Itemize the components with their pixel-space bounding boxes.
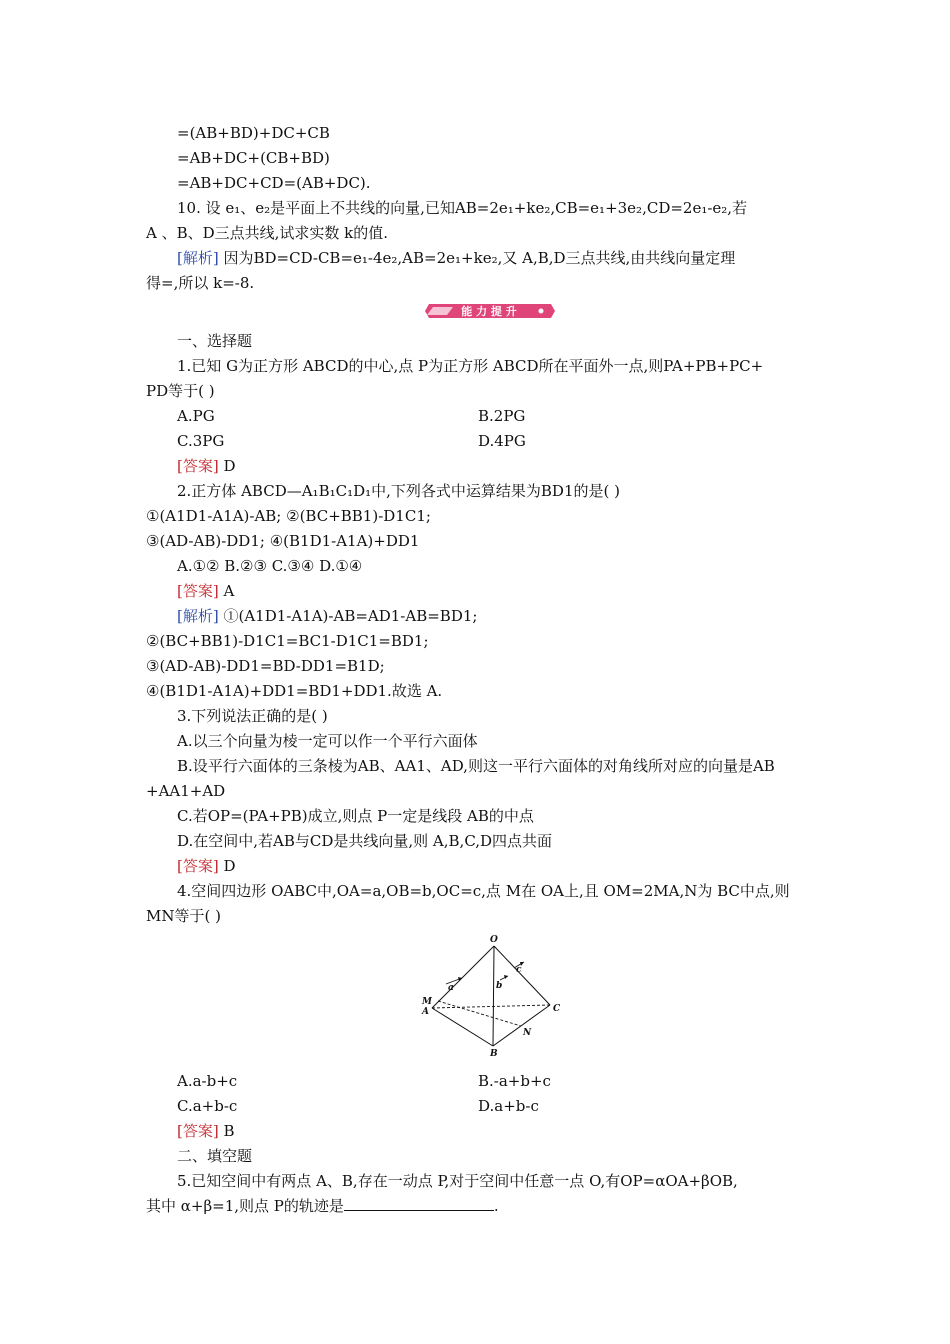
- q5-line-2: [146, 1196, 499, 1216]
- banner-dot: [539, 309, 544, 314]
- q3-option-d: D.在空间中,若AB与CD是共线向量,则 A,B,C,D四点共面: [177, 832, 553, 850]
- q5-line-2-end: .: [493, 1197, 499, 1215]
- q10-analysis-text: 因为BD=CD-CB=e₁-4e₂,AB=2e₁+ke₂,又 A,B,D三点共线,由共线向量定理: [218, 249, 736, 267]
- q4-option-a: A.a-b+c: [177, 1072, 238, 1090]
- derivation-line-1: =(AB+BD)+DC+CB: [177, 124, 330, 142]
- q1-option-b: B.2PG: [478, 407, 526, 425]
- q1-line-2: PD等于( ): [146, 382, 215, 400]
- q3-line-1: 3.下列说法正确的是( ): [177, 707, 328, 725]
- q3-answer: [177, 856, 236, 876]
- analysis-tag: [解析]: [177, 249, 219, 267]
- q10-analysis-line-2: 得=,所以 k=-8.: [146, 274, 255, 292]
- q2-answer: [177, 581, 234, 601]
- section-title-fill: 二、填空题: [177, 1147, 253, 1165]
- q10-line-1: 10. 设 e₁、e₂是平面上不共线的向量,已知AB=2e₁+ke₂,CB=e₁+3e₂,CD=2e₁-e₂,若: [177, 199, 748, 217]
- answer-blank[interactable]: [344, 1196, 494, 1211]
- q2-analysis-line-4: ④(B1D1-A1A)+DD1=BD1+DD1.故选 A.: [146, 682, 443, 700]
- q1-line-1: 1.已知 G为正方形 ABCD的中心,点 P为正方形 ABCD所在平面外一点,则PA+PB+PC+: [177, 357, 764, 375]
- q2-line-3: ③(AD-AB)-DD1; ④(B1D1-A1A)+DD1: [146, 532, 420, 550]
- q10-line-2: A 、B、D三点共线,试求实数 k的值.: [146, 224, 389, 242]
- derivation-line-2: =AB+DC+(CB+BD): [177, 149, 330, 167]
- q4-option-c: C.a+b-c: [177, 1097, 238, 1115]
- q1-option-c: C.3PG: [177, 432, 225, 450]
- label-b: B: [490, 1049, 498, 1059]
- edge-ac-hidden: [432, 1005, 550, 1008]
- q10-analysis: [177, 248, 735, 268]
- edge-ab: [432, 1008, 493, 1046]
- q1-answer-value: D: [218, 457, 236, 475]
- q3-option-b-cont: +AA1+AD: [146, 782, 226, 800]
- answer-tag: [答案]: [177, 1122, 219, 1140]
- q1-option-d: D.4PG: [478, 432, 526, 450]
- edge-ob: [493, 946, 494, 1046]
- ability-banner: [423, 300, 557, 322]
- label-a: A: [422, 1007, 429, 1017]
- banner-text: 能 力 提 升: [461, 305, 517, 318]
- label-m: M: [422, 997, 432, 1007]
- label-o: O: [490, 935, 498, 945]
- label-c: C: [553, 1004, 561, 1014]
- derivation-line-3: =AB+DC+CD=(AB+DC).: [177, 174, 371, 192]
- label-vector-b: b: [496, 981, 503, 991]
- q5-line-1: 5.已知空间中有两点 A、B,存在一动点 P,对于空间中任意一点 O,有OP=αOA+βOB,: [177, 1172, 738, 1190]
- q5-line-2-text: 其中 α+β=1,则点 P的轨迹是: [146, 1197, 344, 1215]
- q2-line-1: 2.正方体 ABCD—A₁B₁C₁D₁中,下列各式中运算结果为BD1的是( ): [177, 482, 620, 500]
- q2-options: A.①② B.②③ C.③④ D.①④: [177, 557, 363, 575]
- q4-answer-value: B: [218, 1122, 235, 1140]
- q2-analysis-line-2: ②(BC+BB1)-D1C1=BC1-D1C1=BD1;: [146, 632, 429, 650]
- vector-b-head: [504, 975, 508, 979]
- q3-option-c: C.若OP=(PA+PB)成立,则点 P一定是线段 AB的中点: [177, 807, 534, 825]
- tetrahedron-figure: [416, 932, 564, 1062]
- q2-analysis: [177, 606, 477, 626]
- q4-option-d: D.a+b-c: [478, 1097, 539, 1115]
- answer-tag: [答案]: [177, 457, 219, 475]
- q2-answer-value: A: [218, 582, 235, 600]
- edge-oa: [432, 946, 494, 1008]
- answer-tag: [答案]: [177, 857, 219, 875]
- edge-oc: [494, 946, 550, 1005]
- q4-line-2: MN等于( ): [146, 907, 221, 925]
- edge-bc: [493, 1005, 550, 1046]
- segment-mn: [438, 1001, 521, 1026]
- q1-answer: [177, 456, 236, 476]
- label-vector-a: a: [448, 983, 454, 993]
- q2-analysis-line-3: ③(AD-AB)-DD1=BD-DD1=B1D;: [146, 657, 385, 675]
- label-vector-c: c: [516, 965, 522, 975]
- q4-answer: [177, 1121, 235, 1141]
- q3-option-b: B.设平行六面体的三条棱为AB、AA1、AD,则这一平行六面体的对角线所对应的向量是AB: [177, 757, 775, 775]
- answer-tag: [答案]: [177, 582, 219, 600]
- q2-analysis-text: ①(A1D1-A1A)-AB=AD1-AB=BD1;: [218, 607, 478, 625]
- label-n: N: [523, 1028, 532, 1038]
- analysis-tag: [解析]: [177, 607, 219, 625]
- q3-answer-value: D: [218, 857, 236, 875]
- q2-line-2: ①(A1D1-A1A)-AB; ②(BC+BB1)-D1C1;: [146, 507, 431, 525]
- q1-option-a: A.PG: [177, 407, 215, 425]
- q4-option-b: B.-a+b+c: [478, 1072, 551, 1090]
- q4-line-1: 4.空间四边形 OABC中,OA=a,OB=b,OC=c,点 M在 OA上,且 OM=2MA,N为 BC中点,则: [177, 882, 790, 900]
- q3-option-a: A.以三个向量为棱一定可以作一个平行六面体: [177, 732, 478, 750]
- section-title-choice: 一、选择题: [177, 332, 253, 350]
